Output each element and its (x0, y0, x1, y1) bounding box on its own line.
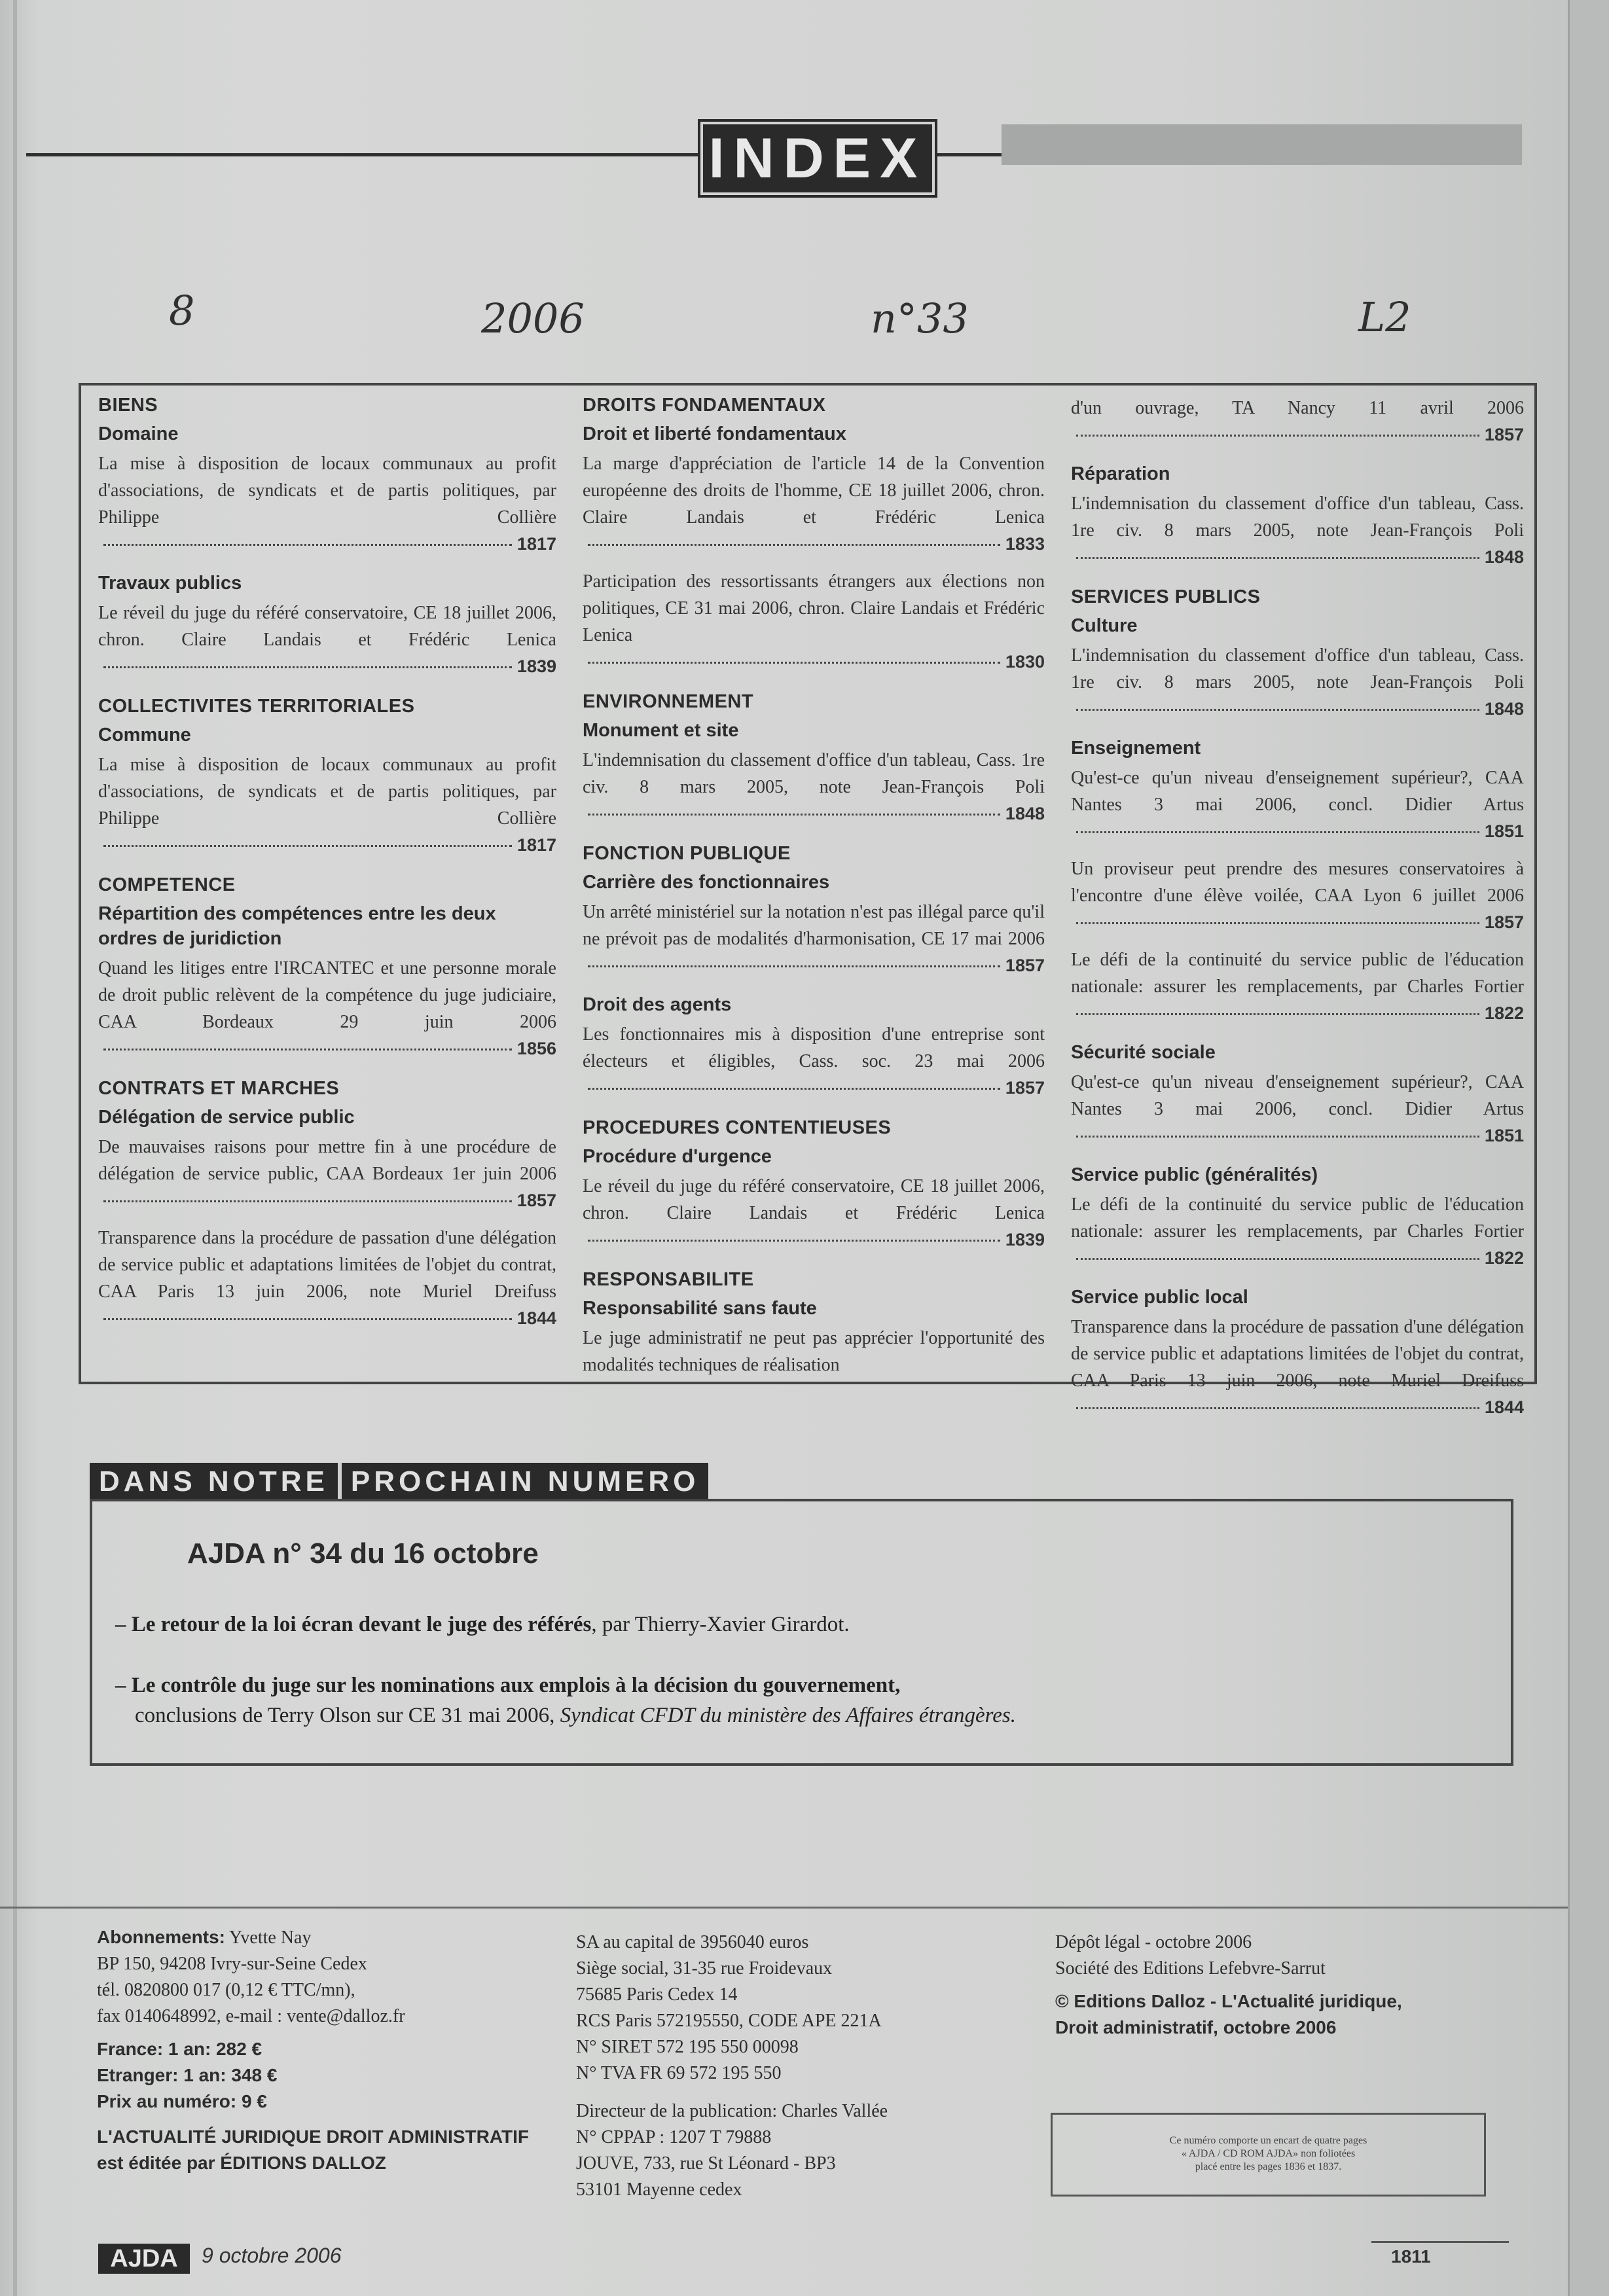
index-category: CONTRATS ET MARCHES (98, 1078, 340, 1099)
index-entry-leader (1076, 1258, 1479, 1260)
index-category: BIENS (98, 395, 158, 416)
index-entry-leader (588, 965, 1000, 967)
next-issue-label-a: DANS NOTRE (90, 1463, 338, 1501)
index-entry-text: L'indemnisation du classement d'office d'un tableau, Cass. 1re civ. 8 mars 2005, note Jean-François Poli (1071, 645, 1524, 692)
index-title: INDEX (700, 122, 935, 195)
index-entry-page: 1817 (516, 835, 556, 855)
index-category: PROCEDURES CONTENTIEUSES (583, 1117, 892, 1138)
index-entry (1071, 395, 1524, 448)
index-entry-page: 1822 (1484, 1003, 1524, 1023)
index-subcategory: Travaux publics (98, 573, 242, 594)
insert-notice-line-3: placé entre les pages 1836 et 1837. (1195, 2161, 1342, 2172)
index-subcategory: Sécurité sociale (1071, 1042, 1216, 1063)
index-entry-leader (588, 544, 1000, 546)
index-subcategory: Réparation (1071, 463, 1170, 484)
index-entry-leader (1076, 1407, 1479, 1409)
footer-legal (1055, 1929, 1402, 2041)
page-number: 1811 (1391, 2246, 1431, 2267)
index-entry-leader (588, 814, 1000, 816)
index-subcategory: Carrière des fonctionnaires (583, 872, 830, 893)
next-issue-box (90, 1499, 1513, 1766)
index-entry-text: Les fonctionnaires mis à disposition d'une entreprise sont électeurs et éligibles, Cass. soc. 23 mai 2006 (583, 1024, 1045, 1071)
index-entry (1071, 1191, 1524, 1272)
handwritten-note-d: L2 (1358, 293, 1411, 341)
company-rcs: RCS Paris 572195550, CODE APE 221A (576, 2011, 882, 2031)
next-issue-item-1-author: , par Thierry-Xavier Girardot. (591, 1613, 850, 1636)
index-subcategory: Procédure d'urgence (583, 1146, 772, 1167)
price-abroad: Etranger: 1 an: 348 € (97, 2065, 278, 2085)
index-entry-leader (103, 1200, 512, 1202)
index-entry-leader (588, 1088, 1000, 1090)
index-subcategory: Monument et site (583, 720, 739, 741)
index-entry-leader (1076, 1136, 1479, 1138)
index-entry (583, 568, 1045, 675)
next-issue-title: AJDA n° 34 du 16 octobre (187, 1537, 539, 1570)
index-entry-leader (1076, 557, 1479, 559)
index-entry-text: Le défi de la continuité du service public de l'éducation nationale: assurer les remplacements, par Charles Fortier (1071, 1194, 1524, 1242)
next-issue-item-2 (115, 1670, 1016, 1731)
index-subcategory: Culture (1071, 615, 1138, 636)
next-issue-item-2-detail: conclusions de Terry Olson sur CE 31 mai 2006, (135, 1704, 555, 1727)
company-siret: N° SIRET 572 195 550 00098 (576, 2037, 799, 2057)
index-entry (1071, 855, 1524, 936)
index-category: DROITS FONDAMENTAUX (583, 395, 826, 416)
index-entry-text: De mauvaises raisons pour mettre fin à une procédure de délégation de service public, CAA Bordeaux 1er juin 2006 (98, 1137, 556, 1184)
index-entry (583, 1021, 1045, 1102)
legal-deposit: Dépôt légal - octobre 2006 (1055, 1932, 1252, 1952)
index-entry (583, 747, 1045, 827)
index-entry-page: 1830 (1005, 652, 1045, 672)
index-entry-leader (588, 1240, 1000, 1242)
index-entry-text: Le défi de la continuité du service public de l'éducation nationale: assurer les remplacements, par Charles Fortier (1071, 950, 1524, 997)
index-entry-page: 1857 (1005, 956, 1045, 975)
index-entry-page: 1857 (1484, 425, 1524, 444)
company-capital: SA au capital de 3956040 euros (576, 1932, 809, 1952)
index-entry-leader (1076, 831, 1479, 833)
index-entry (98, 450, 556, 558)
index-entry-page: 1856 (516, 1039, 556, 1058)
index-entry (1071, 946, 1524, 1027)
handwritten-note-b: 2006 (481, 295, 585, 342)
subscriptions-address: BP 150, 94208 Ivry-sur-Seine Cedex (97, 1954, 367, 1974)
page-left-edge (13, 0, 17, 2296)
index-subcategory: Droit et liberté fondamentaux (583, 423, 846, 444)
index-entry-text: Un proviseur peut prendre des mesures conservatoires à l'encontre d'une élève voilée, CAA Lyon 6 juillet 2006 (1071, 859, 1524, 906)
publisher-line-2: est éditée par ÉDITIONS DALLOZ (97, 2153, 386, 2173)
next-issue-item-2-italic: Syndicat CFDT du ministère des Affaires étrangères. (560, 1704, 1016, 1727)
index-entry (1071, 764, 1524, 845)
index-entry-text: L'indemnisation du classement d'office d'un tableau, Cass. 1re civ. 8 mars 2005, note Jean-François Poli (1071, 493, 1524, 541)
index-entry (583, 450, 1045, 558)
printer-address: JOUVE, 733, rue St Léonard - BP3 (576, 2153, 836, 2174)
index-entry-text: La mise à disposition de locaux communaux au profit d'associations, de syndicats et de partis politiques, par Philippe Collière (98, 755, 556, 829)
index-column-3 (1071, 386, 1524, 1431)
index-entry-page: 1822 (1484, 1248, 1524, 1268)
index-entry (98, 955, 556, 1062)
cppap-number: N° CPPAP : 1207 T 79888 (576, 2127, 772, 2147)
printer-city: 53101 Mayenne cedex (576, 2179, 742, 2200)
price-single-issue: Prix au numéro: 9 € (97, 2091, 267, 2111)
index-entry-text: Quand les litiges entre l'IRCANTEC et une personne morale de droit public relèvent de la compétence du juge judiciaire, CAA Bordeaux 29 juin 2006 (98, 958, 556, 1032)
index-entry-leader (1076, 1013, 1479, 1015)
index-entry-text: Transparence dans la procédure de passation d'une délégation de service public et adaptations limitées de l'objet du contrat, CAA Paris 13 juin 2006, note Muriel Dreifuss (98, 1228, 556, 1302)
index-entry (1071, 642, 1524, 723)
index-entry-text: Qu'est-ce qu'un niveau d'enseignement supérieur?, CAA Nantes 3 mai 2006, concl. Didier Artus (1071, 1072, 1524, 1119)
index-entry-text: Un arrêté ministériel sur la notation n'est pas illégal parce qu'il ne prévoit pas de modalités d'harmonisation, CE 17 mai 2006 (583, 902, 1045, 949)
index-entry-text: Qu'est-ce qu'un niveau d'enseignement supérieur?, CAA Nantes 3 mai 2006, concl. Didier Artus (1071, 768, 1524, 815)
index-entry (98, 1225, 556, 1332)
subscriptions-contact: Yvette Nay (228, 1928, 312, 1948)
index-entry-leader (1076, 709, 1479, 711)
company-seat: Siège social, 31-35 rue Froidevaux (576, 1958, 833, 1979)
index-entry-leader (103, 1318, 512, 1320)
insert-notice-line-2: « AJDA / CD ROM AJDA» non foliotées (1181, 2148, 1356, 2159)
index-entry (98, 1134, 556, 1214)
footer-company (576, 1929, 888, 2203)
index-subcategory: Répartition des compétences entre les deux ordres de juridiction (98, 903, 496, 949)
index-entry-text: Participation des ressortissants étrangers aux élections non politiques, CE 31 mai 2006, chron. Claire Landais et Frédéric Lenica (583, 571, 1045, 645)
index-entry-page: 1851 (1484, 821, 1524, 841)
copyright-line-1: © Editions Dalloz - L'Actualité juridique, (1055, 1991, 1402, 2011)
index-entry (98, 600, 556, 680)
publisher-line-1: L'ACTUALITÉ JURIDIQUE DROIT ADMINISTRATIF (97, 2126, 529, 2147)
index-entry-leader (1076, 435, 1479, 437)
index-entry-leader (103, 1049, 512, 1050)
index-subcategory: Service public (généralités) (1071, 1164, 1318, 1185)
index-entry-text: Transparence dans la procédure de passation d'une délégation de service public et adaptations limitées de l'objet du contrat, CAA Paris 13 juin 2006, note Muriel Dreifuss (1071, 1317, 1524, 1391)
index-category: SERVICES PUBLICS (1071, 586, 1261, 607)
issue-date: 9 octobre 2006 (202, 2244, 342, 2267)
index-category: COLLECTIVITES TERRITORIALES (98, 696, 415, 717)
index-entry (1071, 1069, 1524, 1149)
show-through-tab (1002, 124, 1522, 165)
index-column-2 (583, 386, 1045, 1389)
index-entry-text: Le réveil du juge du référé conservatoire, CE 18 juillet 2006, chron. Claire Landais et Frédéric Lenica (583, 1176, 1045, 1223)
subscriptions-fax-email: fax 0140648992, e-mail : vente@dalloz.fr (97, 2006, 405, 2026)
insert-notice-line-1: Ce numéro comporte un encart de quatre pages (1169, 2135, 1367, 2146)
next-issue-item-2-title: – Le contrôle du juge sur les nominations aux emplois à la décision du gouvernement, (115, 1674, 901, 1697)
index-entry-page: 1833 (1005, 534, 1045, 554)
index-entry-page: 1848 (1005, 804, 1045, 823)
index-box (79, 383, 1537, 1417)
index-subcategory: Délégation de service public (98, 1107, 355, 1128)
index-entry-page: 1844 (516, 1308, 556, 1328)
index-entry-page: 1848 (1484, 699, 1524, 719)
next-issue-item-1-title: – Le retour de la loi écran devant le juge des référés (115, 1613, 592, 1636)
page-number-rule (1371, 2241, 1509, 2243)
index-entry-text: d'un ouvrage, TA Nancy 11 avril 2006 (1071, 398, 1524, 418)
ajda-logo: AJDA (98, 2244, 190, 2274)
next-issue-item-1 (115, 1609, 850, 1640)
index-entry-leader (1076, 922, 1479, 924)
index-column-1 (98, 386, 556, 1342)
index-subcategory: Responsabilité sans faute (583, 1298, 817, 1319)
index-entry-text: Le réveil du juge du référé conservatoire, CE 18 juillet 2006, chron. Claire Landais et Frédéric Lenica (98, 603, 556, 650)
index-entry (583, 1325, 1045, 1378)
index-entry (583, 899, 1045, 979)
index-entry-text: La mise à disposition de locaux communaux au profit d'associations, de syndicats et de partis politiques, par Philippe Collière (98, 454, 556, 528)
publication-director: Directeur de la publication: Charles Vallée (576, 2101, 888, 2121)
index-category: ENVIRONNEMENT (583, 691, 754, 712)
index-subcategory: Enseignement (1071, 738, 1201, 759)
index-category: RESPONSABILITE (583, 1269, 754, 1290)
price-france: France: 1 an: 282 € (97, 2039, 262, 2059)
subscriptions-phone: tél. 0820800 017 (0,12 € TTC/mn), (97, 1980, 355, 2000)
index-entry-page: 1839 (1005, 1230, 1045, 1249)
index-category: FONCTION PUBLIQUE (583, 843, 791, 864)
header-rule-left (26, 153, 700, 156)
index-subcategory: Service public local (1071, 1287, 1248, 1308)
index-entry-page: 1844 (1484, 1397, 1524, 1417)
legal-publisher: Société des Editions Lefebvre-Sarrut (1055, 1958, 1326, 1979)
index-entry-page: 1848 (1484, 547, 1524, 567)
index-entry-page: 1857 (1484, 912, 1524, 932)
index-category: COMPETENCE (98, 874, 236, 895)
index-entry-page: 1817 (516, 534, 556, 554)
index-entry-page: 1851 (1484, 1126, 1524, 1145)
index-entry-text: Le juge administratif ne peut pas apprécier l'opportunité des modalités techniques de réalisation (583, 1328, 1045, 1375)
index-entry (1071, 1314, 1524, 1421)
index-entry-text: La marge d'appréciation de l'article 14 de la Convention européenne des droits de l'homme, CE 18 juillet 2006, chron. Claire Landais et Frédéric Lenica (583, 454, 1045, 528)
index-entry (583, 1173, 1045, 1253)
index-entry-page: 1857 (1005, 1078, 1045, 1098)
index-entry-leader (103, 666, 512, 668)
footer-rule (0, 1907, 1568, 1909)
next-issue-label (90, 1463, 708, 1501)
footer-subscriptions (97, 1924, 529, 2176)
insert-notice (1051, 2113, 1486, 2197)
index-entry (1071, 490, 1524, 571)
index-entry (98, 751, 556, 859)
index-subcategory: Commune (98, 725, 191, 745)
next-issue-label-b: PROCHAIN NUMERO (338, 1463, 708, 1501)
company-tva: N° TVA FR 69 572 195 550 (576, 2063, 782, 2083)
index-entry-leader (103, 845, 512, 847)
index-entry-text: L'indemnisation du classement d'office d'un tableau, Cass. 1re civ. 8 mars 2005, note Jean-François Poli (583, 750, 1045, 797)
handwritten-note-c: n°33 (871, 295, 969, 342)
index-subcategory: Domaine (98, 423, 179, 444)
copyright-line-2: Droit administratif, octobre 2006 (1055, 2017, 1337, 2037)
index-entry-page: 1857 (516, 1191, 556, 1210)
index-entry-leader (103, 544, 512, 546)
index-entry-leader (588, 662, 1000, 664)
header-rule-right (930, 153, 1002, 156)
company-city: 75685 Paris Cedex 14 (576, 1984, 738, 2005)
index-entry-page: 1839 (516, 656, 556, 676)
subscriptions-label: Abonnements: (97, 1927, 225, 1947)
handwritten-note-a: 8 (169, 287, 195, 334)
index-subcategory: Droit des agents (583, 994, 732, 1015)
page-right-edge (1568, 0, 1609, 2296)
